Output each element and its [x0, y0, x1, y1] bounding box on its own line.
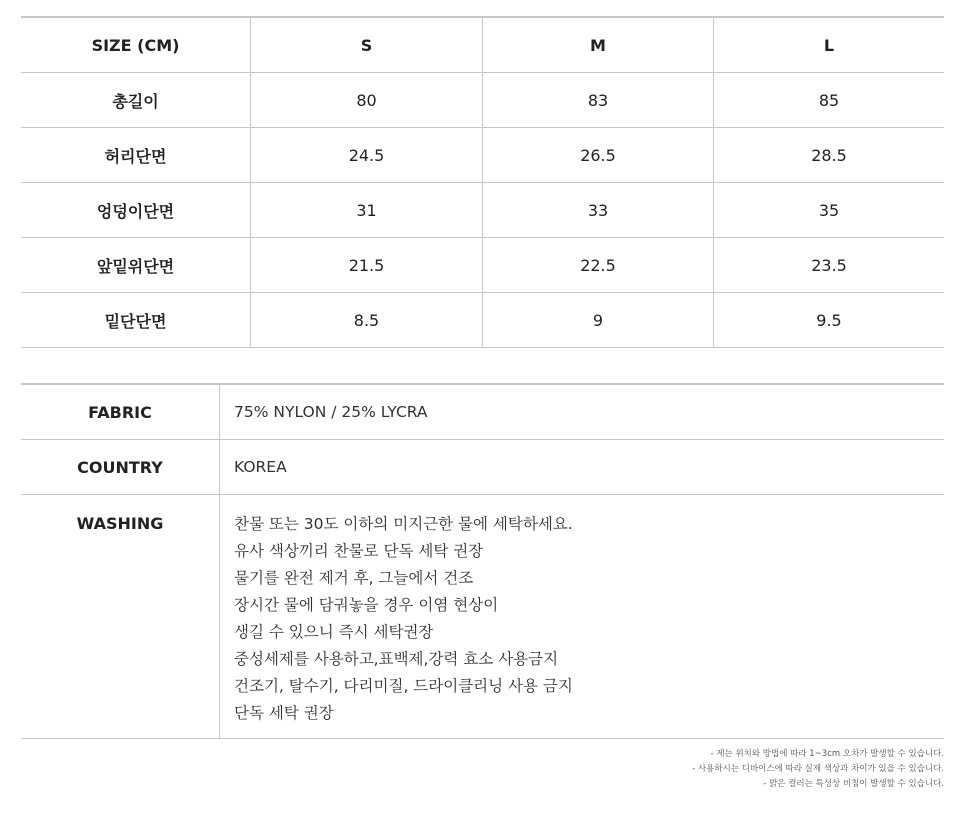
footnotes	[692, 747, 944, 792]
row-label: 엉덩이단면	[96, 201, 175, 221]
size-value-l: 9.5	[713, 293, 944, 347]
size-header-label: SIZE (CM)	[91, 35, 180, 55]
size-table	[21, 16, 944, 348]
washing-line: 물기를 완전 제거 후, 그늘에서 건조	[234, 569, 474, 587]
country-row	[21, 440, 944, 495]
size-value-s: 8.5	[250, 293, 482, 347]
washing-row	[21, 495, 944, 739]
fabric-value: 75% NYLON / 25% LYCRA	[234, 403, 428, 421]
size-value-s: 80	[250, 73, 482, 127]
size-value-m: 22.5	[482, 238, 713, 292]
size-value-l: 85	[713, 73, 944, 127]
country-value: KOREA	[234, 458, 287, 476]
size-value-l: 35	[713, 183, 944, 237]
table-row	[21, 183, 944, 238]
size-table-header	[21, 18, 944, 73]
country-label: COUNTRY	[21, 440, 220, 494]
size-value-s: 24.5	[250, 128, 482, 182]
table-row	[21, 128, 944, 183]
footnote: - 사용하시는 디바이스에 따라 실제 색상과 차이가 있을 수 있습니다.	[692, 764, 944, 774]
washing-line: 건조기, 탈수기, 다리미질, 드라이클리닝 사용 금지	[234, 677, 573, 695]
washing-label: WASHING	[21, 495, 220, 738]
size-header-s: S	[250, 18, 482, 72]
footnote: - 밝은 컬러는 특성상 비침이 발생할 수 있습니다.	[763, 779, 944, 789]
row-label: 밑단단면	[104, 311, 167, 331]
table-row	[21, 238, 944, 293]
size-header-m: M	[482, 18, 713, 72]
washing-line: 중성세제를 사용하고,표백제,강력 효소 사용금지	[234, 650, 559, 668]
row-label: 허리단면	[104, 146, 167, 166]
washing-line: 장시간 물에 담궈놓을 경우 이염 현상이	[234, 596, 499, 614]
row-label: 앞밑위단면	[96, 256, 175, 276]
table-row	[21, 73, 944, 128]
fabric-row	[21, 385, 944, 440]
size-value-s: 31	[250, 183, 482, 237]
washing-line: 찬물 또는 30도 이하의 미지근한 물에 세탁하세요.	[234, 515, 573, 533]
washing-line: 유사 색상끼리 찬물로 단독 세탁 권장	[234, 542, 484, 560]
footnote: - 제는 위치와 방법에 따라 1~3cm 오차가 발생할 수 있습니다.	[710, 749, 944, 759]
washing-value	[220, 495, 944, 738]
info-table	[21, 383, 944, 739]
size-value-l: 28.5	[713, 128, 944, 182]
washing-instructions	[234, 511, 573, 727]
fabric-label: FABRIC	[21, 385, 220, 439]
size-header-l: L	[713, 18, 944, 72]
size-value-m: 9	[482, 293, 713, 347]
washing-line: 단독 세탁 권장	[234, 704, 334, 722]
size-value-m: 26.5	[482, 128, 713, 182]
size-value-m: 33	[482, 183, 713, 237]
size-value-m: 83	[482, 73, 713, 127]
table-row	[21, 293, 944, 348]
row-label: 총길이	[112, 91, 159, 111]
washing-line: 생길 수 있으니 즉시 세탁권장	[234, 623, 434, 641]
size-value-l: 23.5	[713, 238, 944, 292]
size-value-s: 21.5	[250, 238, 482, 292]
